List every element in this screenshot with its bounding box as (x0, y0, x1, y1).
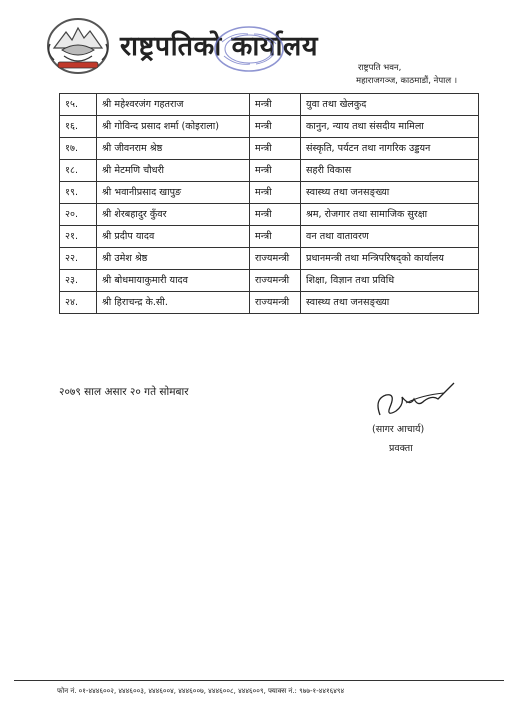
address-line-2: महाराजगञ्ज, काठमाडौं, नेपाल । (356, 76, 458, 86)
nepal-emblem-logo (44, 16, 112, 76)
address-line-1: राष्ट्रपति भवन, (358, 63, 402, 73)
table-row (60, 248, 479, 270)
serial-cell: १८. (60, 160, 97, 182)
table-row (60, 204, 479, 226)
name-cell: श्री उमेश श्रेष्ठ (97, 248, 250, 270)
name-cell: श्री शेरबहादुर कुँवर (97, 204, 250, 226)
footer-contact: फोन नं. ०१-४४४६००२, ४४४६००३, ४४४६००४, ४४४६००७, ४४४६००८, ४४४६००९, फ्याक्स नं.: ९७७-१-४४१६४९४ (57, 687, 345, 695)
rank-cell: मन्त्री (250, 226, 301, 248)
portfolio-cell: वन तथा वातावरण (301, 226, 479, 248)
footer-divider (14, 680, 504, 681)
rank-cell: मन्त्री (250, 204, 301, 226)
serial-cell: २०. (60, 204, 97, 226)
name-cell: श्री हिराचन्द्र के.सी. (97, 292, 250, 314)
table-row (60, 160, 479, 182)
portfolio-cell: स्वास्थ्य तथा जनसङ्ख्या (301, 292, 479, 314)
rank-cell: राज्यमन्त्री (250, 270, 301, 292)
table-row (60, 270, 479, 292)
serial-cell: २३. (60, 270, 97, 292)
rank-cell: मन्त्री (250, 94, 301, 116)
table-row (60, 292, 479, 314)
name-cell: श्री मेटमणि चौधरी (97, 160, 250, 182)
portfolio-cell: स्वास्थ्य तथा जनसङ्ख्या (301, 182, 479, 204)
name-cell: श्री जीवनराम श्रेष्ठ (97, 138, 250, 160)
rank-cell: राज्यमन्त्री (250, 248, 301, 270)
signatory-name: (सागर आचार्य) (372, 424, 425, 435)
name-cell: श्री बोधमायाकुमारी यादव (97, 270, 250, 292)
serial-cell: २२. (60, 248, 97, 270)
rank-cell: मन्त्री (250, 160, 301, 182)
cabinet-table (59, 93, 479, 314)
name-cell: श्री प्रदीप यादव (97, 226, 250, 248)
office-title: राष्ट्रपतिको कार्यालय (120, 31, 318, 62)
portfolio-cell: युवा तथा खेलकुद (301, 94, 479, 116)
portfolio-cell: संस्कृति, पर्यटन तथा नागरिक उड्डयन (301, 138, 479, 160)
office-address (358, 62, 488, 88)
office-stamp (210, 22, 288, 76)
rank-cell: मन्त्री (250, 182, 301, 204)
portfolio-cell: कानुन, न्याय तथा संसदीय मामिला (301, 116, 479, 138)
rank-cell: मन्त्री (250, 116, 301, 138)
signatory-title: प्रवक्ता (389, 443, 413, 454)
serial-cell: १६. (60, 116, 97, 138)
serial-cell: १७. (60, 138, 97, 160)
rank-cell: राज्यमन्त्री (250, 292, 301, 314)
portfolio-cell: श्रम, रोजगार तथा सामाजिक सुरक्षा (301, 204, 479, 226)
table-row (60, 116, 479, 138)
serial-cell: २१. (60, 226, 97, 248)
handwritten-signature (366, 377, 458, 427)
name-cell: श्री महेश्वरजंग गहतराज (97, 94, 250, 116)
rank-cell: मन्त्री (250, 138, 301, 160)
serial-cell: २४. (60, 292, 97, 314)
table-row (60, 226, 479, 248)
portfolio-cell: सहरी विकास (301, 160, 479, 182)
portfolio-cell: प्रधानमन्त्री तथा मन्त्रिपरिषद्को कार्यालय (301, 248, 479, 270)
table-row (60, 182, 479, 204)
table-row (60, 138, 479, 160)
name-cell: श्री गोविन्द प्रसाद शर्मा (कोइराला) (97, 116, 250, 138)
portfolio-cell: शिक्षा, विज्ञान तथा प्रविधि (301, 270, 479, 292)
name-cell: श्री भवानीप्रसाद खापुङ (97, 182, 250, 204)
date-line: २०७९ साल असार २० गते सोमबार (59, 386, 189, 398)
serial-cell: १५. (60, 94, 97, 116)
serial-cell: १९. (60, 182, 97, 204)
table-row (60, 94, 479, 116)
